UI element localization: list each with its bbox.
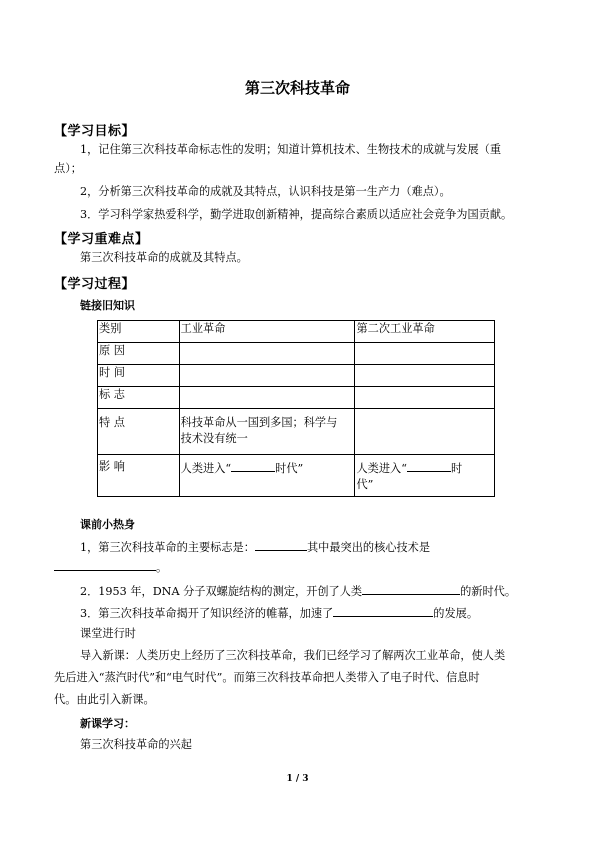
table-cell (179, 343, 355, 365)
warmup-q2 (80, 582, 516, 600)
goal-1-line-1: 1，记住第三次科技革命标志性的发明；知道计算机技术、生物技术的成就与发展（重 (80, 143, 502, 156)
q1-end: 。 (156, 561, 168, 574)
q1-pre: 1，第三次科技革命的主要标志是： (80, 541, 255, 554)
topic-rise: 第三次科技革命的兴起 (80, 738, 192, 751)
row-label: 特 点 (98, 409, 180, 455)
row-label: 影 响 (98, 455, 180, 497)
row-label: 时 间 (98, 365, 180, 387)
table-cell (355, 409, 495, 455)
page-title: 第三次科技革命 (244, 79, 350, 97)
row-label: 标 志 (98, 387, 180, 409)
intro-line-3: 代。由此引入新课。 (54, 693, 155, 706)
goal-1-line-2: 点）； (54, 162, 82, 175)
intro-line-2: 先后进入“蒸汽时代”和“电气时代”。而第三次科技革命把人类带入了电子时代、信息时 (54, 671, 480, 684)
table-header-cell: 第二次工业革命 (355, 321, 495, 343)
trait-line-1: 科技革命从一国到多国；科学与 (180, 416, 338, 429)
table-cell (355, 365, 495, 387)
goals-heading: 【学习目标】 (54, 124, 136, 139)
q2-pre: 2．1953 年，DNA 分子双螺旋结构的测定，开创了人类 (80, 585, 363, 598)
fill-blank[interactable] (362, 582, 460, 595)
new-lesson-heading: 新课学习： (80, 717, 135, 730)
table-cell (179, 409, 355, 455)
fill-blank[interactable] (231, 459, 275, 472)
trait-line-2: 技术没有统一 (180, 432, 248, 445)
q3-pre: 3．第三次科技革命揭开了知识经济的帷幕，加速了 (80, 607, 334, 620)
page-number: 1 / 3 (286, 774, 309, 784)
intro-line-1: 导入新课：人类历史上经历了三次科技革命，我们已经学习了解两次工业革命，使人类 (80, 649, 506, 662)
table-cell (355, 387, 495, 409)
table-header-row (98, 321, 495, 343)
table-row (98, 365, 495, 387)
table-cell (355, 455, 495, 497)
link-old-knowledge: 链接旧知识 (80, 299, 135, 312)
table-row (98, 343, 495, 365)
table-row (98, 387, 495, 409)
fill-blank[interactable] (54, 558, 156, 571)
table-cell (355, 343, 495, 365)
table-row (98, 409, 495, 455)
goal-2: 2，分析第三次科技革命的成就及其特点，认识科技是第一生产力（难点）。 (80, 185, 451, 198)
table-row (98, 455, 495, 497)
q1-mid: 其中最突出的核心技术是 (306, 541, 431, 554)
table-cell (179, 387, 355, 409)
fill-blank[interactable] (407, 459, 451, 472)
table-cell (179, 455, 355, 497)
impact-post: 时 (450, 462, 463, 475)
table-cell (179, 365, 355, 387)
impact-pre: 人类进入“ (356, 462, 407, 475)
comparison-table (97, 320, 495, 497)
warmup-q1 (80, 538, 430, 556)
warmup-q1-line2 (54, 558, 167, 576)
q2-post: 的新时代。 (460, 585, 517, 598)
warmup-heading: 课前小热身 (80, 518, 135, 531)
table-header-cell: 工业革命 (179, 321, 355, 343)
impact-post: 时代” (275, 462, 304, 475)
key-heading: 【学习重难点】 (54, 232, 149, 247)
fill-blank[interactable] (333, 604, 433, 617)
fill-blank[interactable] (255, 538, 307, 551)
process-heading: 【学习过程】 (54, 277, 136, 292)
key-text: 第三次科技革命的成就及其特点。 (80, 251, 248, 264)
q3-post: 的发展。 (433, 607, 479, 620)
impact-line-2: 代” (356, 478, 374, 491)
warmup-q3 (80, 604, 478, 622)
table-header-cell: 类别 (98, 321, 180, 343)
class-heading: 课堂进行时 (80, 627, 136, 640)
goal-3: 3．学习科学家热爱科学，勤学进取创新精神，提高综合素质以适应社会竞争为国贡献。 (80, 208, 513, 221)
impact-pre: 人类进入“ (180, 462, 232, 475)
row-label: 原 因 (98, 343, 180, 365)
